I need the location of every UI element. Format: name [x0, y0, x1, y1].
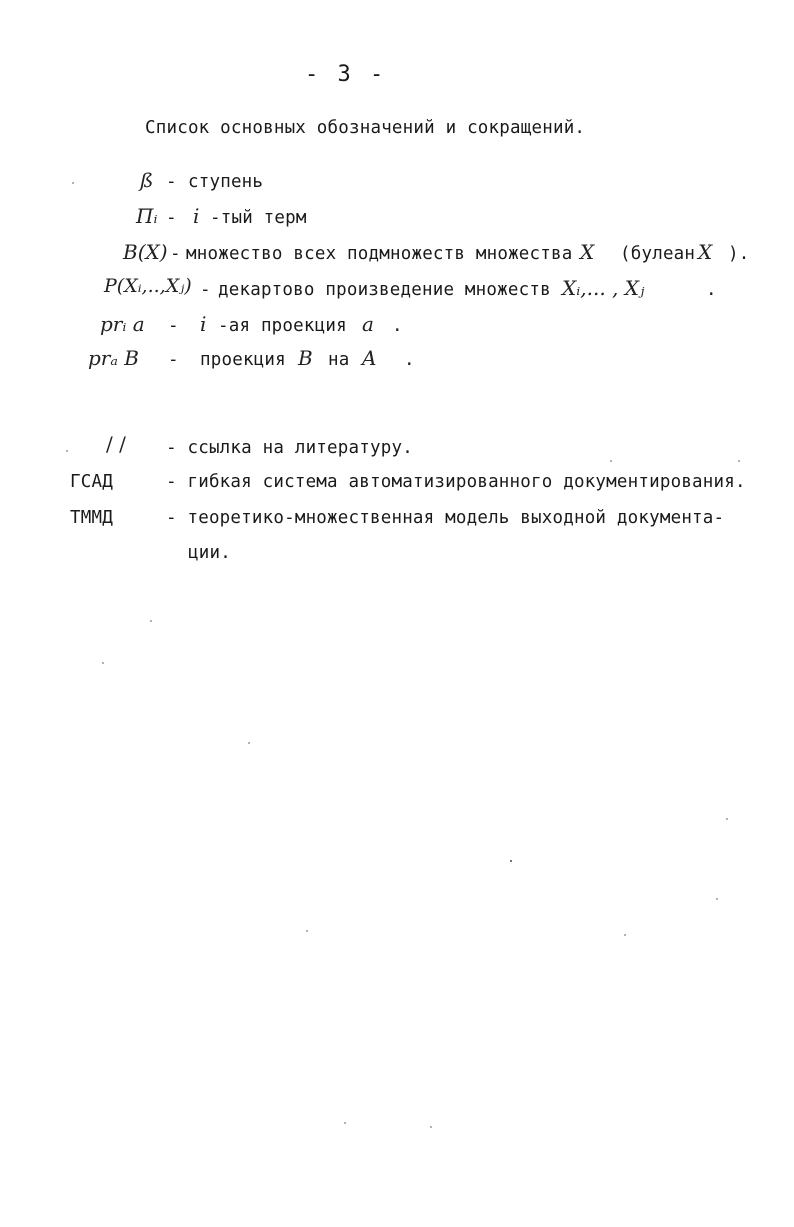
symbol-end: .: [706, 280, 717, 300]
abbreviation: / /: [106, 432, 126, 456]
symbol-description: декартово произведение множеств: [218, 280, 551, 300]
symbol-variable: X: [580, 240, 595, 264]
symbol: Пᵢ: [136, 204, 158, 228]
symbol-dash: -: [168, 316, 179, 336]
symbol-dash: -: [166, 208, 177, 228]
abbreviation-description: - теоретико-множественная модель выходной документа-: [166, 508, 725, 528]
symbol-description: -ая проекция: [218, 316, 347, 336]
symbol: B(X): [123, 240, 168, 264]
symbol: P(Xᵢ,..,Xⱼ): [104, 275, 192, 297]
symbol-variable: B: [298, 346, 313, 370]
symbol-index: i: [193, 204, 200, 228]
symbol-variable: A: [362, 346, 377, 370]
symbol-dash: -: [168, 350, 179, 370]
symbol-description: ступень: [188, 172, 264, 192]
abbreviation-description: - ссылка на литературу.: [166, 438, 413, 458]
symbol-index: i: [200, 312, 207, 336]
abbreviation-description: - гибкая система автоматизированного документирования.: [166, 472, 746, 492]
symbol-dash: -: [166, 172, 177, 192]
symbol-end: .: [404, 350, 415, 370]
symbol-description: -тый терм: [210, 208, 307, 228]
symbol-end: .: [392, 316, 403, 336]
symbol: ß: [140, 168, 154, 192]
symbol-dash: -: [200, 280, 211, 300]
symbol-variable: a: [362, 312, 374, 336]
symbol: prᵢ a: [100, 312, 145, 336]
symbol-note: (булеан: [620, 244, 696, 264]
page-heading: Список основных обозначений и сокращений.: [145, 118, 586, 138]
symbol-description: множество всех подмножеств множества: [186, 244, 573, 264]
abbreviation-continuation: ции.: [188, 543, 231, 563]
abbreviation: ТММД: [70, 508, 113, 528]
symbol-variable: X: [698, 240, 713, 264]
symbol-dash: -: [170, 244, 181, 264]
symbol-end: ).: [728, 244, 750, 264]
symbol-variable: Xᵢ,... , Xⱼ: [562, 276, 645, 300]
abbreviation: ГСАД: [70, 472, 113, 492]
symbol-preposition: на: [328, 350, 350, 370]
symbol: prₐ B: [88, 346, 139, 370]
page-number: - 3 -: [305, 62, 387, 87]
symbol-description: проекция: [200, 350, 286, 370]
